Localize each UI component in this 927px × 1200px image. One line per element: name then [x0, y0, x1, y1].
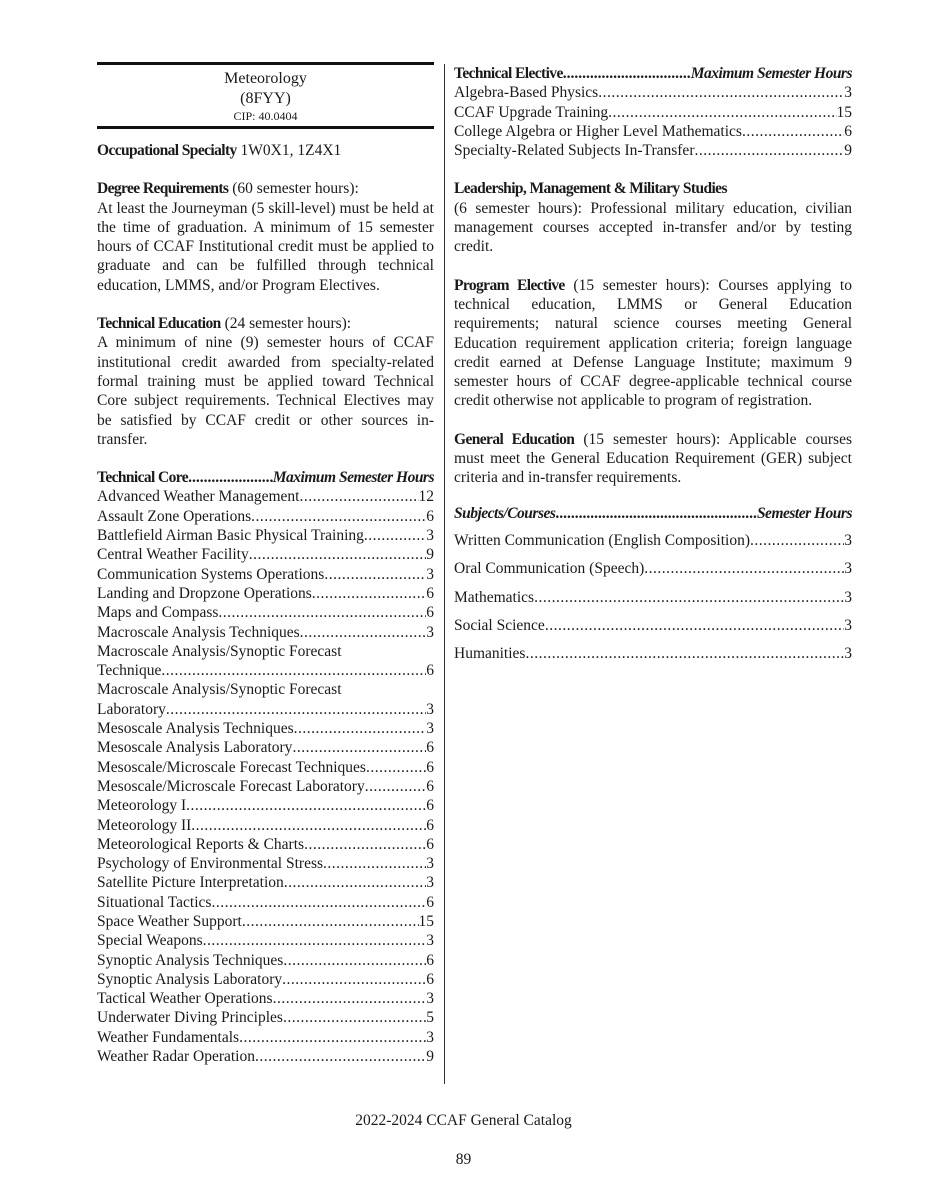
list-item-hours: 15	[836, 103, 852, 121]
list-item-hours: 6	[426, 758, 434, 776]
general-education-body: (15 semester hours): Applicable courses must meet the General Education Requirement (GER) subject criteria and in-transfer requirements.	[454, 430, 852, 487]
occupational-label: Occupational Specialty	[97, 142, 237, 159]
list-item-name: Mesoscale Analysis Laboratory	[97, 739, 293, 757]
program-elective-label: Program Elective	[454, 276, 565, 294]
list-item	[454, 83, 852, 102]
list-item-name: Meteorology II	[97, 816, 192, 834]
column-divider	[444, 64, 445, 1084]
cip-code: CIP: 40.0404	[233, 109, 298, 123]
list-item-hours: 6	[426, 604, 434, 622]
list-item-name: Space Weather Support	[97, 912, 242, 930]
list-item-hours: 3	[844, 560, 852, 578]
technical-elective-list	[454, 83, 852, 160]
list-item-prefix: Macroscale Analysis/Synoptic Forecast	[97, 642, 342, 660]
list-item	[97, 584, 434, 603]
list-item	[97, 487, 434, 506]
list-item	[97, 545, 434, 564]
list-item	[454, 616, 852, 635]
list-item-hours: 6	[426, 893, 434, 911]
list-item-hours: 6	[426, 739, 434, 757]
list-item	[97, 777, 434, 796]
list-item-hours: 3	[426, 720, 434, 738]
list-item-name: Oral Communication (Speech)	[454, 560, 645, 578]
list-item-name: Mesoscale/Microscale Forecast Laboratory	[97, 777, 365, 795]
list-item-name: Tactical Weather Operations	[97, 990, 273, 1008]
list-item-name: Meteorology I	[97, 797, 187, 815]
list-item-name: Meteorological Reports & Charts	[97, 835, 305, 853]
list-item-name: Advanced Weather Management	[97, 488, 300, 506]
right-column	[454, 64, 852, 672]
list-item-hours: 9	[426, 1048, 434, 1066]
list-item-name: Synoptic Analysis Techniques	[97, 951, 284, 969]
list-item-hours: 3	[426, 855, 434, 873]
list-item-name: Psychology of Environmental Stress	[97, 855, 324, 873]
technical-core-label: Technical Core	[97, 469, 189, 487]
list-item-name: Satellite Picture Interpretation	[97, 874, 284, 892]
list-item-name: Humanities	[454, 645, 526, 663]
list-item	[97, 893, 434, 912]
list-item	[97, 1028, 434, 1047]
list-item-name: Mesoscale/Microscale Forecast Techniques	[97, 758, 366, 776]
degree-requirements-text: At least the Journeyman (5 skill-level) must be held at the time of graduation. A minimum of 15 semester hours of CCAF Institutional credit must be applied to graduate and can be fulfilled through technical education, LMMS, and/or Program Electives.	[97, 199, 434, 294]
list-item-hours: 3	[426, 527, 434, 545]
list-item-name: Special Weapons	[97, 932, 203, 950]
list-item-hours: 3	[844, 645, 852, 663]
list-item-hours: 3	[426, 700, 434, 718]
left-column	[97, 62, 434, 1066]
technical-elective-max-label: Maximum Semester Hours	[690, 65, 852, 82]
list-item-name: Situational Tactics	[97, 893, 212, 911]
techedu-label: Technical Education	[97, 315, 221, 333]
list-item-name: Synoptic Analysis Laboratory	[97, 970, 283, 988]
list-item-name: Social Science	[454, 616, 545, 634]
list-item	[97, 507, 434, 526]
list-item	[97, 738, 434, 757]
list-item-hours: 9	[844, 142, 852, 160]
list-item-hours: 3	[844, 616, 852, 634]
general-education-text	[454, 430, 852, 488]
subjects-label: Subjects/Courses	[454, 504, 556, 522]
list-item-hours: 6	[426, 951, 434, 969]
list-item-name: Algebra-Based Physics	[454, 84, 599, 102]
list-item	[454, 588, 852, 607]
list-item-hours: 3	[426, 1028, 434, 1046]
list-item-hours: 3	[426, 874, 434, 892]
list-item	[454, 559, 852, 578]
list-item-hours: 12	[418, 488, 434, 506]
technical-elective-label: Technical Elective	[454, 65, 563, 82]
program-code: (8FYY)	[240, 90, 291, 107]
technical-core-max-label: Maximum Semester Hours	[272, 469, 434, 487]
list-item-hours: 6	[426, 777, 434, 795]
list-item	[97, 700, 434, 719]
list-item-name: Mesoscale Analysis Techniques	[97, 720, 294, 738]
general-education-label: General Education	[454, 430, 575, 448]
list-item-name: Weather Radar Operation	[97, 1048, 255, 1066]
degree-requirements-heading	[97, 179, 434, 198]
list-item-name: Mathematics	[454, 588, 535, 606]
list-item-hours: 6	[426, 507, 434, 525]
list-item	[97, 1047, 434, 1066]
list-item-hours: 6	[844, 122, 852, 140]
lmms-heading	[454, 179, 852, 198]
list-item-hours: 3	[426, 565, 434, 583]
list-item	[97, 989, 434, 1008]
list-item	[97, 565, 434, 584]
list-item-hours: 15	[418, 912, 434, 930]
list-item	[97, 931, 434, 950]
technical-education-heading	[97, 314, 434, 333]
list-item	[97, 816, 434, 835]
list-item-name: Battlefield Airman Basic Physical Training	[97, 527, 364, 545]
list-item-hours: 6	[426, 797, 434, 815]
list-item-name: Communication Systems Operations	[97, 565, 325, 583]
list-item-name: Written Communication (English Composition)	[454, 531, 751, 549]
lmms-text: (6 semester hours): Professional military education, civilian management courses accepted in-transfer and/or by testing credit.	[454, 199, 852, 256]
list-item-name: Central Weather Facility	[97, 546, 249, 564]
list-item	[97, 835, 434, 854]
list-item-hours: 6	[426, 816, 434, 834]
list-item-name: Assault Zone Operations	[97, 507, 252, 525]
program-name: Meteorology	[224, 70, 307, 87]
list-item-name: Weather Fundamentals	[97, 1028, 240, 1046]
occupational-value: 1W0X1, 1Z4X1	[236, 142, 342, 159]
list-item-name: Technique	[97, 662, 162, 680]
list-item-name: College Algebra or Higher Level Mathematics	[454, 122, 742, 140]
list-item-name: CCAF Upgrade Training	[454, 103, 609, 121]
list-item-hours: 5	[426, 1009, 434, 1027]
techedu-hours: (24 semester hours):	[220, 315, 352, 333]
list-item-hours: 3	[426, 990, 434, 1008]
technical-core-list	[97, 487, 434, 1066]
program-elective-body: (15 semester hours): Courses applying to technical education, LMMS or General Education requirements; natural science courses meeting General Education requirement application criteria; foreign language credit earned at Defense Language Institute; maximum 9 semester hours of CCAF degree-applicable technical course credit otherwise not applicable to program of registration.	[454, 276, 852, 410]
list-item-hours: 6	[426, 970, 434, 988]
list-item	[97, 758, 434, 777]
list-item	[454, 122, 852, 141]
list-item	[97, 661, 434, 680]
list-item-hours: 9	[426, 546, 434, 564]
program-title-box	[97, 62, 434, 129]
list-item	[97, 873, 434, 892]
list-item-prefix: Macroscale Analysis/Synoptic Forecast	[97, 681, 342, 699]
list-item	[97, 951, 434, 970]
list-item	[97, 912, 434, 931]
list-item-hours: 3	[844, 84, 852, 102]
list-item	[97, 796, 434, 815]
list-item	[454, 531, 852, 550]
list-item-hours: 3	[426, 932, 434, 950]
list-item-name: Specialty-Related Subjects In-Transfer	[454, 142, 695, 160]
list-item-hours: 3	[844, 588, 852, 606]
list-item	[97, 1008, 434, 1027]
list-item	[97, 719, 434, 738]
subjects-max-label: Semester Hours	[756, 504, 852, 522]
technical-elective-header	[454, 64, 852, 83]
subjects-list	[454, 531, 852, 663]
list-item-hours: 3	[426, 623, 434, 641]
footer-catalog: 2022-2024 CCAF General Catalog	[355, 1112, 572, 1129]
list-item-hours: 6	[426, 584, 434, 602]
technical-core-header	[97, 468, 434, 487]
list-item	[97, 623, 434, 642]
list-item	[97, 526, 434, 545]
list-item	[454, 103, 852, 122]
degree-hours: (60 semester hours):	[228, 180, 359, 198]
list-item-hours: 6	[426, 835, 434, 853]
list-item	[97, 970, 434, 989]
technical-education-text: A minimum of nine (9) semester hours of CCAF institutional credit awarded from specialty-related formal training must be applied toward Technical Core subject requirements. Technical Electives may be satisfied by CCAF credit or other sources in-transfer.	[97, 334, 434, 448]
list-item	[97, 603, 434, 622]
list-item	[97, 854, 434, 873]
list-item-hours: 3	[844, 531, 852, 549]
list-item-name: Laboratory	[97, 700, 166, 718]
list-item-hours: 6	[426, 662, 434, 680]
list-item	[454, 141, 852, 160]
list-item-name: Maps and Compass	[97, 604, 219, 622]
list-item-name: Macroscale Analysis Techniques	[97, 623, 300, 641]
subjects-header	[454, 504, 852, 523]
occupational-specialty	[97, 141, 434, 160]
lmms-label: Leadership, Management & Military Studies	[454, 180, 727, 198]
degree-label: Degree Requirements	[97, 180, 229, 198]
program-elective-text	[454, 276, 852, 411]
list-item	[454, 644, 852, 663]
list-item-name: Landing and Dropzone Operations	[97, 584, 312, 602]
list-item-name: Underwater Diving Principles	[97, 1009, 283, 1027]
page-number: 89	[455, 1151, 472, 1168]
